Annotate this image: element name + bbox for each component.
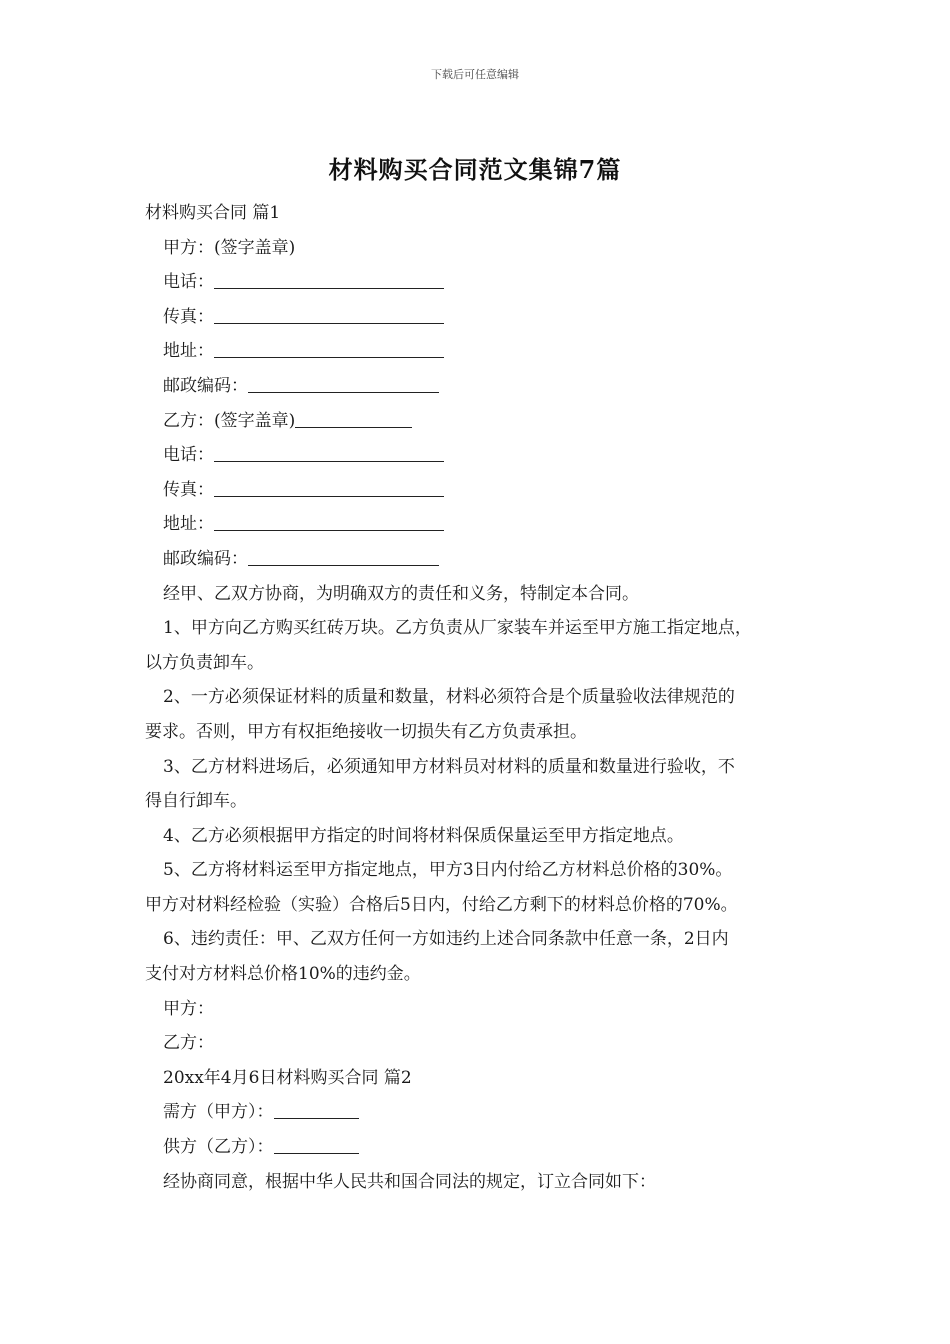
party-a-fax-label: 传真：: [163, 306, 214, 327]
party-b-fax-label: 传真：: [163, 479, 214, 500]
party-a-address-row: [145, 334, 825, 369]
party-b-postcode-row: [145, 542, 825, 577]
supplier-blank: [274, 1133, 359, 1154]
party-b-fax-blank: [214, 476, 444, 497]
clause-2-line-1: 2、一方必须保证材料的质量和数量，材料必须符合是个质量验收法律规范的: [163, 687, 735, 708]
document-body: [145, 196, 825, 1199]
party-a-postcode-row: [145, 369, 825, 404]
party-a-address-label: 地址：: [163, 341, 214, 362]
clause-1-line-1: 1、甲方向乙方购买红砖万块。乙方负责从厂家装车并运至甲方施工指定地点，: [163, 618, 752, 639]
party-a-postcode-blank: [248, 372, 439, 393]
clause-3-line-2: 得自行卸车。: [145, 791, 247, 812]
signature-party-b: 乙方：: [163, 1033, 214, 1054]
party-a-fax-row: [145, 300, 825, 335]
supplier-row: [145, 1130, 825, 1165]
party-b-postcode-label: 邮政编码：: [163, 548, 248, 569]
party-a-address-blank: [214, 337, 444, 358]
header-note: 下载后可任意编辑: [431, 68, 519, 81]
clause-6-line-1: 6、违约责任：甲、乙双方任何一方如违约上述合同条款中任意一条，2日内: [163, 929, 729, 950]
party-a-phone-label: 电话：: [163, 272, 214, 293]
party-a-phone-blank: [214, 268, 444, 289]
supplier-label: 供方（乙方）：: [163, 1137, 274, 1158]
clause-6-line-2: 支付对方材料总价格10%的违约金。: [145, 964, 421, 985]
section1-heading: 材料购买合同 篇1: [145, 203, 281, 223]
clause-5-line-2: 甲方对材料经检验（实验）合格后5日内，付给乙方剩下的材料总价格的70%。: [145, 894, 738, 915]
party-a-fax-blank: [214, 303, 444, 324]
party-b-label-row: [145, 404, 825, 439]
party-a-phone-row: [145, 265, 825, 300]
party-b-sign-blank: [295, 407, 412, 428]
clause-4: 4、乙方必须根据甲方指定的时间将材料保质保量运至甲方指定地点。: [163, 825, 684, 846]
party-b-address-label: 地址：: [163, 514, 214, 535]
document-title: 材料购买合同范文集锦7篇: [328, 155, 622, 184]
party-b-postcode-blank: [248, 545, 439, 566]
party-a-label: 甲方：(签字盖章): [163, 237, 296, 258]
party-b-phone-label: 电话：: [163, 445, 214, 466]
buyer-label: 需方（甲方）：: [163, 1102, 274, 1123]
clause-1-line-2: 以方负责卸车。: [145, 652, 264, 673]
party-b-address-row: [145, 507, 825, 542]
clause-5-line-1: 5、乙方将材料运至甲方指定地点，甲方3日内付给乙方材料总价格的30%。: [163, 860, 733, 881]
section2-intro: 经协商同意，根据中华人民共和国合同法的规定，订立合同如下：: [163, 1171, 656, 1192]
clause-2-line-2: 要求。否则，甲方有权拒绝接收一切损失有乙方负责承担。: [145, 721, 587, 742]
contract-intro: 经甲、乙双方协商，为明确双方的责任和义务，特制定本合同。: [163, 583, 639, 604]
signature-party-a: 甲方：: [163, 998, 214, 1019]
party-b-phone-row: [145, 438, 825, 473]
party-b-phone-blank: [214, 441, 444, 462]
section2-heading: 20xx年4月6日材料购买合同 篇2: [163, 1067, 412, 1088]
clause-3-line-1: 3、乙方材料进场后，必须通知甲方材料员对材料的质量和数量进行验收，不: [163, 756, 735, 777]
party-b-label: 乙方：(签字盖章): [163, 410, 296, 431]
buyer-row: [145, 1095, 825, 1130]
party-a-postcode-label: 邮政编码：: [163, 375, 248, 396]
party-b-fax-row: [145, 473, 825, 508]
buyer-blank: [274, 1098, 359, 1119]
party-b-address-blank: [214, 510, 444, 531]
